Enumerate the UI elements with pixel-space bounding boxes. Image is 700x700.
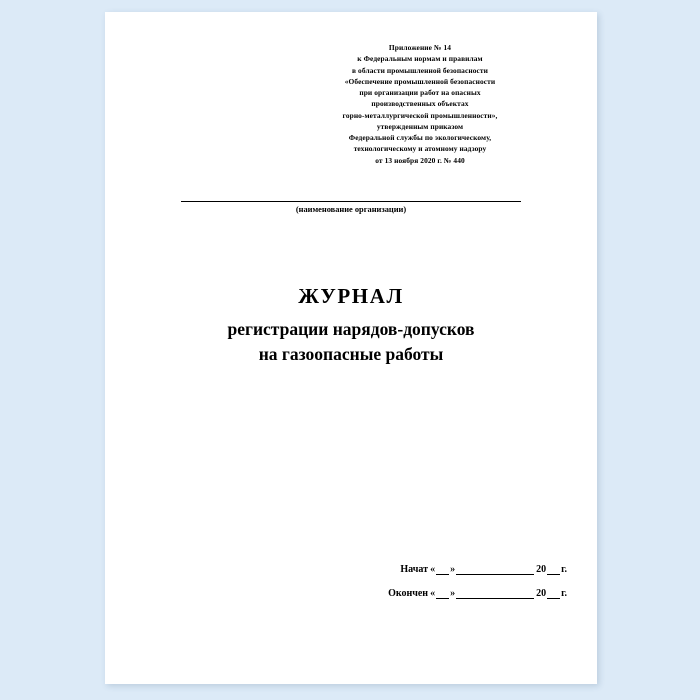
start-date-label: Начат (400, 564, 429, 575)
start-year-suffix: г. (561, 564, 567, 575)
appendix-line-11: от 13 ноября 2020 г. № 440 (375, 155, 465, 165)
appendix-line-1: Приложение № 14 (388, 43, 452, 52)
organization-name-caption: (наименование организации) (295, 205, 407, 214)
start-quote-close: » (450, 564, 456, 575)
appendix-line-3: в области промышленной безопасности (352, 65, 488, 75)
appendix-line-5: при организации работ на опасных (359, 88, 481, 97)
document-title-block (105, 284, 597, 367)
appendix-line-2: к Федеральным нормам и правилам (357, 54, 483, 64)
start-month-field[interactable] (456, 565, 534, 575)
appendix-line-9: Федеральной службы по экологическому, (348, 133, 492, 142)
finish-date-row (267, 588, 567, 599)
document-subtitle-line-1: регистрации нарядов-допусков (227, 319, 475, 339)
appendix-line-4: «Обеспечение промышленной безопасности (344, 76, 496, 86)
organization-name-area (181, 190, 521, 214)
start-quote-open: « (430, 564, 436, 575)
finish-day-field[interactable] (436, 589, 449, 599)
document-sheet (105, 12, 597, 684)
start-year-field[interactable] (547, 565, 560, 575)
finish-quote-close: » (450, 588, 456, 599)
appendix-line-6: производственных объектах (371, 99, 469, 109)
finish-quote-open: « (430, 588, 436, 599)
appendix-line-7: горно-металлургической промышленности», (342, 110, 498, 120)
start-year-prefix: 20 (536, 564, 547, 575)
finish-month-field[interactable] (456, 589, 534, 599)
finish-date-label: Окончен (388, 588, 429, 599)
start-date-row (267, 564, 567, 575)
page-title: ЖУРНАЛ (298, 284, 404, 308)
journal-dates-block (267, 564, 567, 612)
start-day-field[interactable] (436, 565, 449, 575)
appendix-reference-block (275, 42, 565, 166)
finish-year-field[interactable] (547, 589, 560, 599)
appendix-line-10: технологическому и атомному надзору (353, 144, 487, 154)
finish-year-suffix: г. (561, 588, 567, 599)
document-subtitle-line-2: на газоопасные работы (258, 343, 444, 364)
organization-name-field[interactable] (181, 190, 521, 202)
appendix-line-8: утвержденным приказом (376, 121, 464, 131)
finish-year-prefix: 20 (536, 588, 547, 599)
